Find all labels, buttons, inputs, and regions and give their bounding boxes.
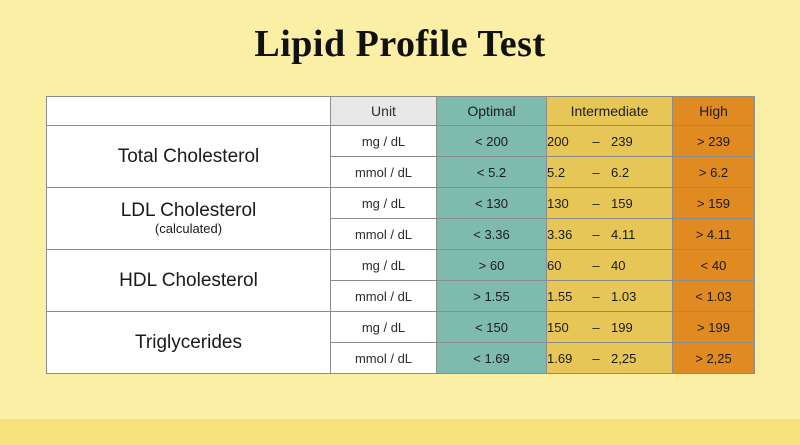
cell-optimal: < 5.2 <box>437 157 547 188</box>
cell-intermediate-dash: – <box>592 319 600 335</box>
cell-intermediate-low: 1.55 <box>547 288 573 304</box>
cell-intermediate-dash: – <box>592 350 600 366</box>
lipid-profile-table <box>46 96 755 374</box>
cell-high: > 239 <box>673 126 755 157</box>
row-label-ldl-cholesterol <box>47 188 331 250</box>
cell-optimal: < 1.69 <box>437 343 547 374</box>
cell-high: < 40 <box>673 250 755 281</box>
cell-intermediate <box>547 126 673 157</box>
cell-intermediate <box>547 343 673 374</box>
cell-intermediate-low: 150 <box>547 319 569 335</box>
cell-intermediate-high: 1.03 <box>611 288 637 304</box>
row-label-triglycerides <box>47 312 331 374</box>
cell-intermediate-low: 60 <box>547 257 562 273</box>
cell-optimal: < 200 <box>437 126 547 157</box>
cell-high: > 6.2 <box>673 157 755 188</box>
lipid-profile-table-wrapper <box>46 96 754 374</box>
table-header-row <box>47 97 755 126</box>
cell-intermediate <box>547 250 673 281</box>
cell-unit: mg / dL <box>331 312 437 343</box>
cell-unit: mmol / dL <box>331 219 437 250</box>
table-row <box>47 312 755 343</box>
cell-intermediate-high: 6.2 <box>611 164 630 180</box>
cell-high: > 159 <box>673 188 755 219</box>
cell-intermediate-high: 239 <box>611 133 633 149</box>
cell-optimal: > 60 <box>437 250 547 281</box>
cell-intermediate <box>547 219 673 250</box>
cell-optimal: > 1.55 <box>437 281 547 312</box>
column-header-high: High <box>673 97 755 126</box>
cell-intermediate-low: 1.69 <box>547 350 573 366</box>
cell-intermediate-low: 3.36 <box>547 226 573 242</box>
cell-intermediate <box>547 281 673 312</box>
cell-high: > 4.11 <box>673 219 755 250</box>
cell-unit: mg / dL <box>331 188 437 219</box>
cell-intermediate-high: 4.11 <box>611 226 636 242</box>
cell-unit: mg / dL <box>331 126 437 157</box>
cell-high: > 2,25 <box>673 343 755 374</box>
row-label-total-cholesterol <box>47 126 331 188</box>
cell-intermediate-low: 200 <box>547 133 569 149</box>
row-label-sub: (calculated) <box>154 221 223 237</box>
cell-unit: mmol / dL <box>331 343 437 374</box>
column-header-blank <box>47 97 331 126</box>
row-label-text: Total Cholesterol <box>117 145 260 167</box>
table-row <box>47 126 755 157</box>
table-row <box>47 188 755 219</box>
cell-intermediate-low: 5.2 <box>547 164 566 180</box>
column-header-intermediate: Intermediate <box>547 97 673 126</box>
cell-intermediate-high: 159 <box>611 195 633 211</box>
cell-high: < 1.03 <box>673 281 755 312</box>
cell-optimal: < 3.36 <box>437 219 547 250</box>
cell-intermediate-low: 130 <box>547 195 569 211</box>
cell-intermediate-dash: – <box>592 257 600 273</box>
cell-intermediate-dash: – <box>592 288 600 304</box>
row-label-text: HDL Cholesterol <box>119 269 258 291</box>
cell-intermediate <box>547 157 673 188</box>
column-header-optimal: Optimal <box>437 97 547 126</box>
cell-high: > 199 <box>673 312 755 343</box>
cell-intermediate-high: 2,25 <box>611 350 637 366</box>
cell-intermediate-high: 199 <box>611 319 633 335</box>
cell-unit: mmol / dL <box>331 157 437 188</box>
cell-intermediate-dash: – <box>592 133 600 149</box>
cell-unit: mg / dL <box>331 250 437 281</box>
cell-optimal: < 130 <box>437 188 547 219</box>
cell-intermediate-dash: – <box>592 226 600 242</box>
table-header <box>47 97 755 126</box>
row-label-text: Triglycerides <box>135 331 242 353</box>
page-title: Lipid Profile Test <box>254 23 546 65</box>
row-label-hdl-cholesterol <box>47 250 331 312</box>
table-body <box>47 126 755 374</box>
footer-bar <box>0 419 800 445</box>
cell-intermediate-high: 40 <box>611 257 626 273</box>
cell-intermediate-dash: – <box>592 164 600 180</box>
cell-optimal: < 150 <box>437 312 547 343</box>
cell-intermediate <box>547 188 673 219</box>
cell-intermediate <box>547 312 673 343</box>
column-header-unit: Unit <box>331 97 437 126</box>
cell-unit: mmol / dL <box>331 281 437 312</box>
table-row <box>47 250 755 281</box>
cell-intermediate-dash: – <box>592 195 600 211</box>
row-label-text: LDL Cholesterol <box>120 199 257 221</box>
